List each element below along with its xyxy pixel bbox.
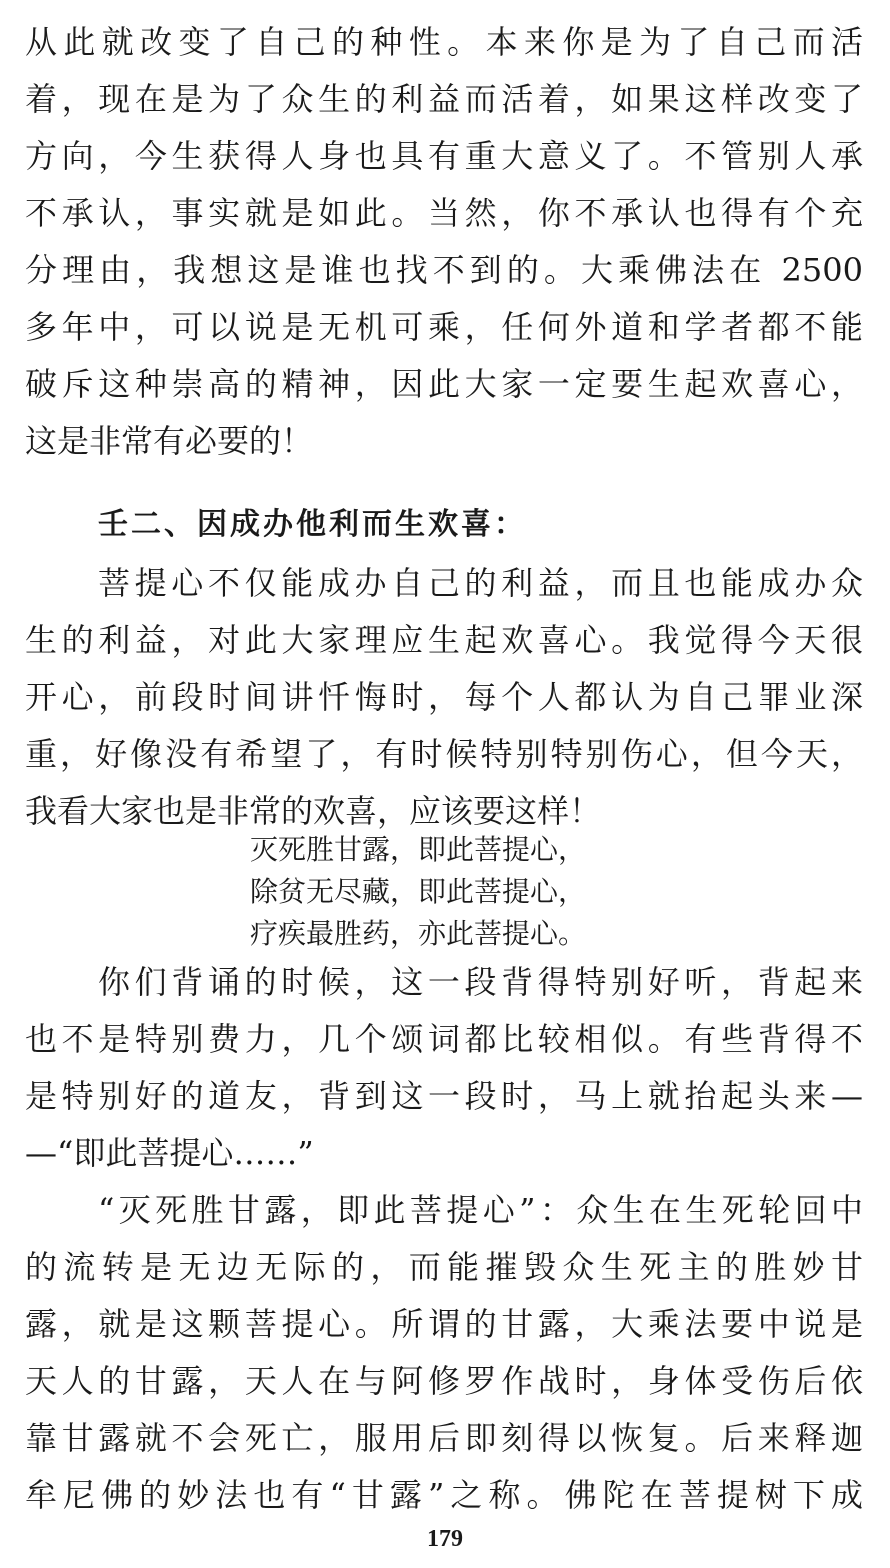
paragraph-3-line-3: 是特别好的道友，背到这一段时，马上就抬起头来— bbox=[25, 1077, 863, 1115]
paragraph-2-line-1: 菩提心不仅能成办自己的利益，而且也能成办众 bbox=[98, 564, 863, 602]
paragraph-1-line-1: 从此就改变了自己的种性。本来你是为了自己而活 bbox=[25, 23, 863, 61]
paragraph-4-line-2: 的流转是无边无际的，而能摧毁众生死主的胜妙甘 bbox=[25, 1248, 863, 1286]
paragraph-3-line-4: —“即此菩提心……” bbox=[25, 1134, 314, 1172]
paragraph-1-line-6: 多年中，可以说是无机可乘，任何外道和学者都不能 bbox=[25, 308, 863, 346]
paragraph-1-line-5: 分理由，我想这是谁也找不到的。大乘佛法在 2500 bbox=[25, 251, 863, 289]
paragraph-3-line-1: 你们背诵的时候，这一段背得特别好听，背起来 bbox=[98, 963, 863, 1001]
verse-line-3: 疗疾最胜药，亦此菩提心。 bbox=[250, 917, 587, 950]
paragraph-4-line-5: 靠甘露就不会死亡，服用后即刻得以恢复。后来释迦 bbox=[25, 1419, 863, 1457]
paragraph-2-line-5: 我看大家也是非常的欢喜，应该要这样！ bbox=[25, 792, 602, 830]
paragraph-2-line-4: 重，好像没有希望了，有时候特别特别伤心，但今天， bbox=[25, 735, 863, 773]
paragraph-1-line-2: 着，现在是为了众生的利益而活着，如果这样改变了 bbox=[25, 80, 863, 118]
paragraph-1-line-4: 不承认，事实就是如此。当然，你不承认也得有个充 bbox=[25, 194, 863, 232]
verse-line-1: 灭死胜甘露，即此菩提心， bbox=[250, 833, 587, 866]
page-number: 179 bbox=[427, 1526, 463, 1552]
paragraph-2-line-2: 生的利益，对此大家理应生起欢喜心。我觉得今天很 bbox=[25, 621, 863, 659]
paragraph-3-line-2: 也不是特别费力，几个颂词都比较相似。有些背得不 bbox=[25, 1020, 863, 1058]
paragraph-1-line-7: 破斥这种崇高的精神，因此大家一定要生起欢喜心， bbox=[25, 365, 863, 403]
paragraph-4-line-4: 天人的甘露，天人在与阿修罗作战时，身体受伤后依 bbox=[25, 1362, 863, 1400]
paragraph-1-line-3: 方向，今生获得人身也具有重大意义了。不管别人承 bbox=[25, 137, 863, 175]
paragraph-1-line-8: 这是非常有必要的！ bbox=[25, 422, 314, 460]
verse-line-2: 除贫无尽藏，即此菩提心， bbox=[250, 875, 587, 908]
paragraph-4-line-1: “灭死胜甘露，即此菩提心”：众生在生死轮回中 bbox=[98, 1191, 863, 1229]
paragraph-2-line-3: 开心，前段时间讲忏悔时，每个人都认为自己罪业深 bbox=[25, 678, 863, 716]
paragraph-4-line-6: 牟尼佛的妙法也有“甘露”之称。佛陀在菩提树下成 bbox=[25, 1476, 863, 1514]
section-heading: 壬二、因成办他利而生欢喜： bbox=[98, 507, 527, 542]
paragraph-4-line-3: 露，就是这颗菩提心。所谓的甘露，大乘法要中说是 bbox=[25, 1305, 863, 1343]
